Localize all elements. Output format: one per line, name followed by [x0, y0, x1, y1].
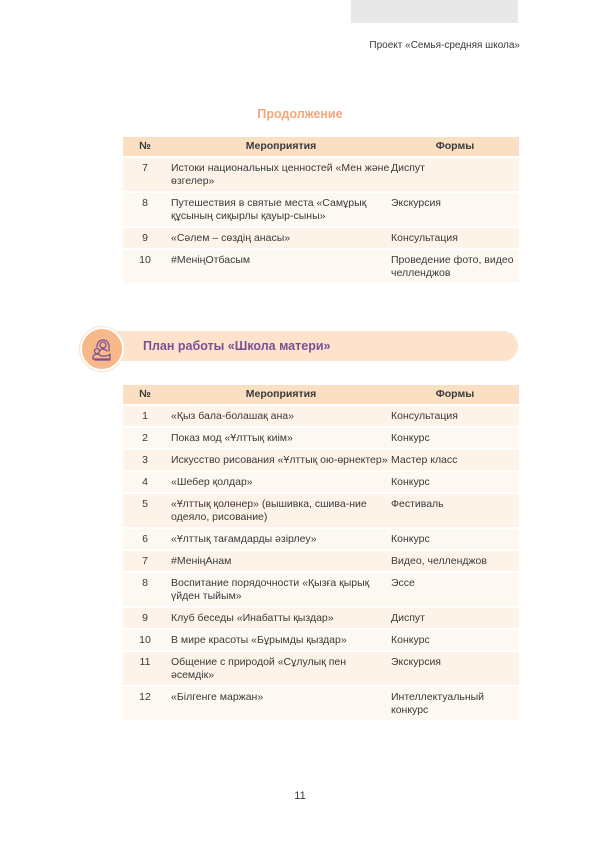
row-event: Путешествия в святые места «Самұрық құсының сиқырлы қауыр-сыны»	[167, 192, 391, 227]
table-row	[123, 607, 519, 629]
continuation-title: Продолжение	[257, 107, 343, 121]
column-header-events: Мероприятия	[167, 137, 391, 157]
column-header-events: Мероприятия	[167, 385, 391, 405]
row-event: «Ұлттық тағамдарды әзірлеу»	[167, 528, 391, 550]
row-number: 9	[123, 607, 167, 629]
row-form: Конкурс	[391, 471, 519, 493]
continuation-table	[123, 137, 519, 283]
row-form: Конкурс	[391, 629, 519, 651]
row-form: Интеллектуальный конкурс	[391, 686, 519, 720]
row-form: Консультация	[391, 227, 519, 249]
table-row	[123, 528, 519, 550]
row-number: 4	[123, 471, 167, 493]
row-number: 8	[123, 572, 167, 607]
row-form: Экскурсия	[391, 651, 519, 686]
table-row	[123, 629, 519, 651]
table-row	[123, 227, 519, 249]
section-title: План работы «Школа матери»	[143, 339, 331, 353]
row-number: 7	[123, 157, 167, 192]
row-form: Видео, челленджов	[391, 550, 519, 572]
row-number: 1	[123, 405, 167, 427]
row-number: 3	[123, 449, 167, 471]
row-number: 11	[123, 651, 167, 686]
row-number: 12	[123, 686, 167, 720]
table-row	[123, 405, 519, 427]
header-gray-box	[351, 0, 518, 23]
mother-child-icon	[80, 327, 124, 371]
row-number: 2	[123, 427, 167, 449]
row-event: #МенiңОтбасым	[167, 249, 391, 283]
running-head: Проект «Семья-средняя школа»	[369, 40, 520, 51]
row-form: Диспут	[391, 157, 519, 192]
row-number: 10	[123, 629, 167, 651]
column-header-number: №	[123, 137, 167, 157]
row-event: Истоки национальных ценностей «Мен және өзгелер»	[167, 157, 391, 192]
column-header-number: №	[123, 385, 167, 405]
table-row	[123, 192, 519, 227]
table-row	[123, 686, 519, 720]
row-form: Конкурс	[391, 427, 519, 449]
row-event: «Қыз бала-болашақ ана»	[167, 405, 391, 427]
row-event: Воспитание порядочности «Қызға қырық үйден тыйым»	[167, 572, 391, 607]
row-form: Консультация	[391, 405, 519, 427]
row-event: Показ мод «Ұлттық киім»	[167, 427, 391, 449]
continuation-table-body	[123, 157, 519, 283]
table-row	[123, 572, 519, 607]
table-row	[123, 249, 519, 283]
row-number: 7	[123, 550, 167, 572]
column-header-forms: Формы	[391, 385, 519, 405]
row-event: Общение с природой «Сұлулық пен әсемдік»	[167, 651, 391, 686]
row-form: Фестиваль	[391, 493, 519, 528]
row-form: Эссе	[391, 572, 519, 607]
row-form: Мастер класс	[391, 449, 519, 471]
row-form: Диспут	[391, 607, 519, 629]
table-row	[123, 471, 519, 493]
row-number: 8	[123, 192, 167, 227]
row-number: 6	[123, 528, 167, 550]
mothers-school-table	[123, 385, 519, 720]
row-number: 10	[123, 249, 167, 283]
table-row	[123, 157, 519, 192]
table-row	[123, 550, 519, 572]
row-event: В мире красоты «Бұрымды қыздар»	[167, 629, 391, 651]
table-row	[123, 427, 519, 449]
row-number: 5	[123, 493, 167, 528]
row-event: «Білгенге маржан»	[167, 686, 391, 720]
page-number: 11	[294, 790, 306, 802]
row-event: «Шебер қолдар»	[167, 471, 391, 493]
table-row	[123, 493, 519, 528]
row-event: #МенiңАнам	[167, 550, 391, 572]
table-header-row	[123, 385, 519, 405]
row-form: Проведение фото, видео челленджов	[391, 249, 519, 283]
mothers-school-table-body	[123, 405, 519, 720]
row-form: Конкурс	[391, 528, 519, 550]
row-event: Искусство рисования «Ұлттық ою-өрнектер»	[167, 449, 391, 471]
row-form: Экскурсия	[391, 192, 519, 227]
row-event: «Ұлттық қолөнер» (вышивка, сшива-ние одеяло, рисование)	[167, 493, 391, 528]
row-event: Клуб беседы «Инабатты қыздар»	[167, 607, 391, 629]
table-header-row	[123, 137, 519, 157]
row-number: 9	[123, 227, 167, 249]
column-header-forms: Формы	[391, 137, 519, 157]
row-event: «Сәлем – сөздің анасы»	[167, 227, 391, 249]
section-banner	[80, 327, 518, 365]
table-row	[123, 651, 519, 686]
table-row	[123, 449, 519, 471]
